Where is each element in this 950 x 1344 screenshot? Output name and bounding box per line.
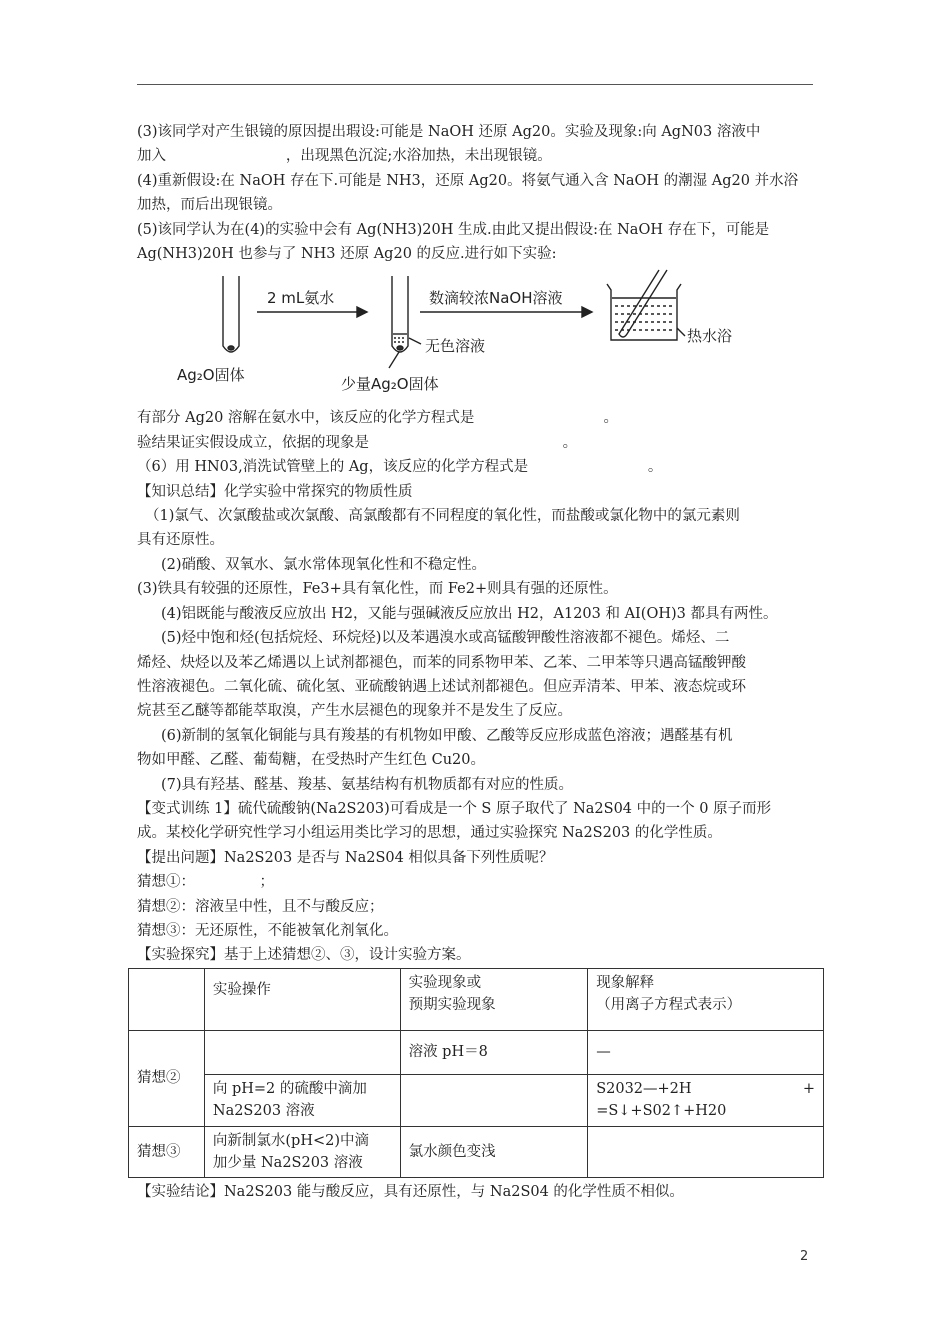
text-line: (7)具有羟基、醛基、羧基、氨基结构有机物质都有对应的性质。 — [161, 776, 574, 793]
group-label-cell: 猜想③ — [129, 1126, 205, 1177]
beaker — [607, 270, 685, 340]
text-line: 性溶液褪色。二氧化硫、硫化氢、亚硫酸钠遇上述试剂都褪色。但应弄清苯、甲苯、液态烷或环 — [137, 678, 746, 695]
tube-2-bottom-label: 少量Ag₂O固体 — [341, 375, 439, 394]
text-line: 加热，而后出现银镜。 — [137, 197, 282, 214]
equation-part: S2032—+2H — [596, 1080, 692, 1097]
header-rule — [137, 84, 813, 85]
table-cell — [400, 1074, 588, 1126]
text-line: 猜想②：溶液呈中性，且不与酸反应； — [137, 898, 384, 915]
section-heading: 【知识总结】化学实验中常探究的物质性质 — [137, 483, 413, 500]
text-line: （1)氯气、次氯酸盐或次氯酸、高氯酸都有不同程度的氧化性，而盐酸或氯化物中的氯元素则 — [145, 508, 740, 525]
text-line: （6）用 HN03,消洗试管壁上的 Ag，该反应的化学方程式是 。 — [137, 459, 663, 476]
text-line: 烷甚至乙醚等都能萃取溴，产生水层褪色的现象并不是发生了反应。 — [137, 703, 572, 720]
experiment-diagram — [137, 268, 817, 406]
table-row — [129, 1126, 824, 1177]
text-line: (5)烃中饱和烃(包括烷烃、环烷烃)以及苯遇溴水或高锰酸钾酸性溶液都不褪色。烯烃、二 — [161, 630, 730, 647]
conclusion: 【实验结论】Na2S203 能与酸反应，具有还原性，与 Na2S04 的化学性质不相似。 — [137, 1183, 684, 1200]
text-line: Ag(NH3)20H 也参与了 NH3 还原 Ag20 的反应.进行如下实验: — [137, 246, 557, 263]
text-line: (5)该同学认为在(4)的实验中会有 Ag(NH3)20H 生成.由此又提出假设:在 NaOH 存在下，可能是 — [137, 221, 770, 238]
section-heading: 【变式训练 1】硫代硫酸钠(Na2S203)可看成是一个 S 原子取代了 Na2S04 中的一个 0 原子而形 — [137, 800, 772, 817]
text-line: 具有还原性。 — [137, 532, 224, 549]
table-cell: 氯水颜色变浅 — [400, 1126, 588, 1177]
table-cell: 溶液 pH＝8 — [400, 1030, 588, 1074]
table-cell — [204, 1030, 400, 1074]
section-heading: 【实验探究】基于上述猜想②、③，设计实验方案。 — [137, 947, 471, 964]
table-cell — [588, 1126, 824, 1177]
arrow-2-label: 数滴较浓NaOH溶液 — [429, 289, 563, 308]
equation-part: + — [802, 1080, 815, 1097]
table-cell: 向 pH=2 的硫酸中滴加 Na2S203 溶液 — [204, 1074, 400, 1126]
text-line: 验结果证实假设成立，依据的现象是 。 — [137, 434, 578, 451]
equation-line: =S↓+S02↑+H20 — [596, 1102, 727, 1119]
table-header-cell — [129, 968, 205, 1030]
text-line: (4)重新假设:在 NaOH 存在下.可能是 NH3，还原 Ag20。将氨气通入含 NaOH 的潮湿 Ag20 并水浴 — [137, 172, 799, 189]
page-number: 2 — [800, 1249, 809, 1264]
table-row — [129, 1074, 824, 1126]
table-header-row — [129, 968, 824, 1030]
equation-line — [596, 1078, 815, 1100]
section-heading: 【提出问题】Na2S203 是否与 Na2S04 相似具备下列性质呢？ — [137, 849, 554, 866]
table-header-cell: 实验现象或 预期实验现象 — [400, 968, 588, 1030]
text-line: 猜想③：无还原性，不能被氧化剂氧化。 — [137, 922, 398, 939]
text-line: 加入 ，出现黑色沉淀;水浴加热，未出现银镜。 — [137, 148, 552, 165]
text-line: (4)铝既能与酸液反应放出 H2，又能与强碱液反应放出 H2，A1203 和 AI(OH)3 都具有两性。 — [161, 605, 778, 622]
experiment-table — [128, 968, 824, 1178]
table-cell — [588, 1074, 824, 1126]
test-tube-1 — [223, 276, 239, 352]
table-cell: — — [588, 1030, 824, 1074]
text-line: (3)铁具有较强的还原性，Fe3+具有氧化性，而 Fe2+则具有强的还原性。 — [137, 581, 618, 598]
beaker-label: 热水浴 — [687, 327, 733, 346]
text-line: 有部分 Ag20 溶解在氨水中，该反应的化学方程式是 。 — [137, 410, 618, 427]
test-tube-2 — [389, 276, 421, 368]
tube-2-right-label: 无色溶液 — [425, 337, 486, 356]
table-row — [129, 1030, 824, 1074]
text-line: (6)新制的氢氧化铜能与具有羧基的有机物如甲酸、乙酸等反应形成蓝色溶液；遇醛基有机 — [161, 727, 733, 744]
table-header-cell: 现象解释 （用离子方程式表示） — [588, 968, 824, 1030]
text-line: 成。某校化学研究性学习小组运用类比学习的思想，通过实验探究 Na2S203 的化学性质。 — [137, 825, 722, 842]
text-line: 烯烃、炔烃以及苯乙烯遇以上试剂都褪色，而苯的同系物甲苯、乙苯、二甲苯等只遇高锰酸钾酸 — [137, 654, 746, 671]
text-line: (3)该同学对产生银镜的原因提出瑕设:可能是 NaOH 还原 Ag20。实验及现象:向 AgN03 溶液中 — [137, 124, 761, 140]
text-line: 物如甲醛、乙醛、葡萄糖，在受热时产生红色 Cu20。 — [137, 752, 485, 769]
tube-1-label: Ag₂O固体 — [177, 366, 245, 385]
text-line: (2)硝酸、双氧水、氯水常体现氧化性和不稳定性。 — [161, 556, 487, 573]
table-header-cell: 实验操作 — [204, 968, 400, 1030]
group-label-cell: 猜想② — [129, 1030, 205, 1126]
table-cell: 向新制氯水(pH<2)中滴 加少量 Na2S203 溶液 — [204, 1126, 400, 1177]
text-line: 猜想①： ； — [137, 874, 275, 891]
page-content — [137, 120, 817, 1204]
arrow-1-label: 2 mL氨水 — [267, 289, 335, 308]
